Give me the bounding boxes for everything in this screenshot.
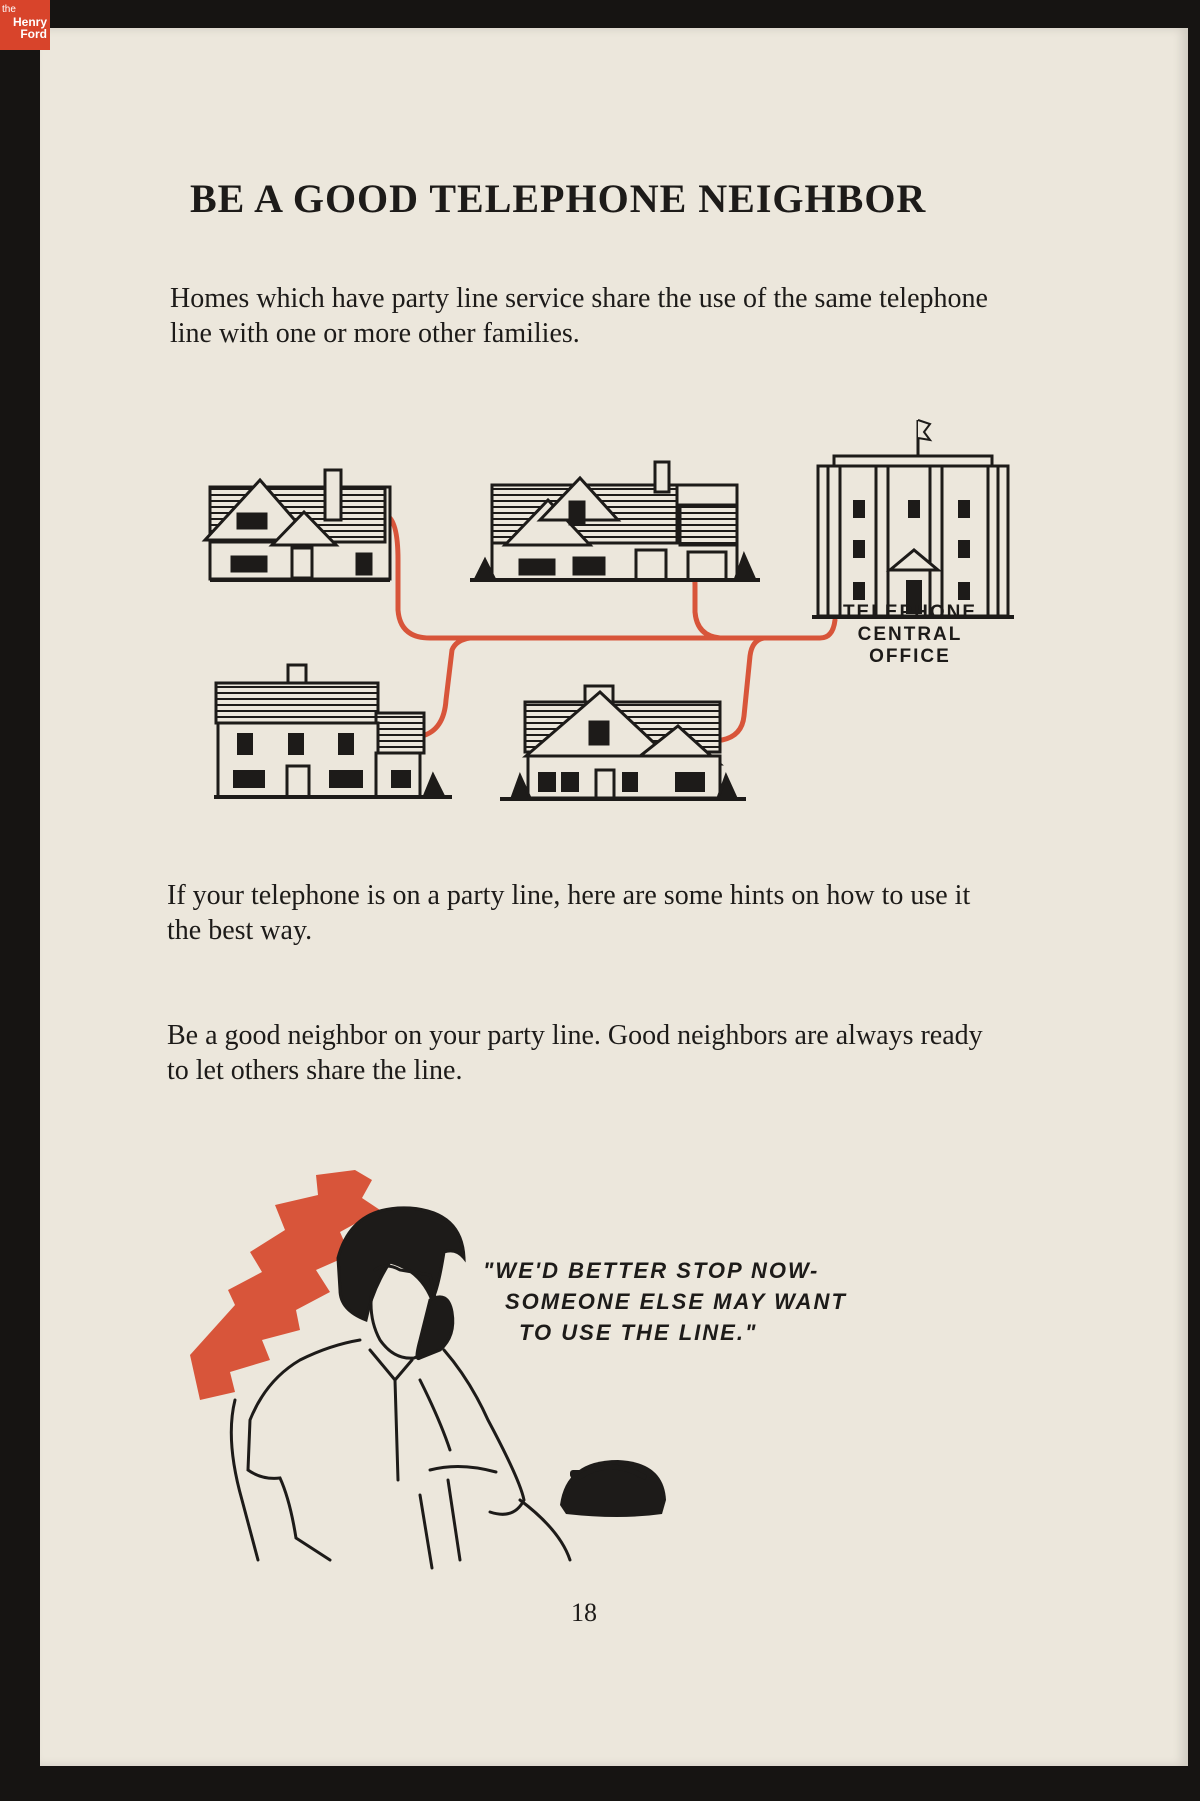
shirt bbox=[248, 1340, 450, 1560]
wire-house-3 bbox=[422, 638, 470, 736]
desk-telephone-icon bbox=[560, 1460, 666, 1517]
central-office-label bbox=[800, 602, 1020, 668]
central-office-building-icon bbox=[812, 420, 1014, 617]
intro-paragraph: Homes which have party line service share the use of the same telephone line with one or more other families. bbox=[170, 283, 988, 349]
central-office-label-line: TELEPHONE bbox=[842, 602, 978, 623]
chair bbox=[231, 1400, 496, 1568]
henry-ford-logo[interactable] bbox=[0, 0, 50, 50]
quote-line: "WE'D BETTER STOP NOW- bbox=[483, 1258, 820, 1283]
good-neighbor-paragraph: Be a good neighbor on your party line. Good neighbors are always ready to let others share the line. bbox=[167, 1020, 983, 1086]
house-icon-3 bbox=[214, 665, 452, 797]
hints-paragraph: If your telephone is on a party line, here are some hints on how to use it the best way. bbox=[167, 880, 971, 946]
logo-line-henry: Henry bbox=[12, 15, 47, 29]
speech-quote bbox=[483, 1255, 847, 1348]
quote-line: SOMEONE ELSE MAY WANT bbox=[505, 1289, 847, 1314]
house-icon-2 bbox=[470, 462, 760, 580]
house-icon-1 bbox=[205, 470, 390, 580]
logo-line-ford: Ford bbox=[20, 27, 47, 41]
arm bbox=[444, 1350, 524, 1514]
quote-line: TO USE THE LINE." bbox=[519, 1320, 758, 1345]
phone-handset bbox=[417, 1297, 453, 1359]
woman-on-phone-illustration bbox=[190, 1170, 666, 1568]
page-number: 18 bbox=[571, 1598, 597, 1627]
side-table bbox=[520, 1500, 570, 1560]
logo-line-the: the bbox=[2, 4, 16, 15]
wire-house-4 bbox=[722, 638, 764, 740]
house-icon-4 bbox=[500, 686, 746, 799]
page-title: BE A GOOD TELEPHONE NEIGHBOR bbox=[190, 176, 927, 221]
central-office-label-line: CENTRAL bbox=[857, 624, 963, 645]
central-office-label-line: OFFICE bbox=[869, 646, 951, 667]
